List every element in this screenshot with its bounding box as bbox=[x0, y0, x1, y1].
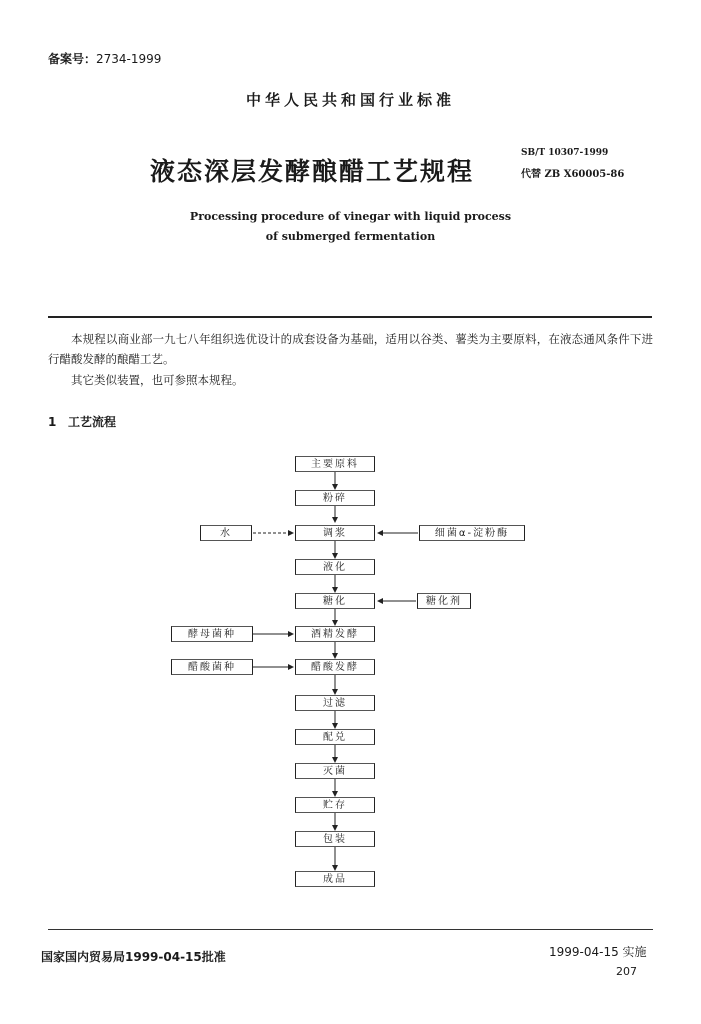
page-number: 207 bbox=[616, 965, 637, 978]
standard-type: 中华人民共和国行业标准 bbox=[245, 91, 455, 109]
footer-rule bbox=[48, 929, 653, 930]
flow-step-sterilization: 灭菌 bbox=[295, 763, 375, 779]
input-acetic-bacteria: 醋酸菌种 bbox=[171, 659, 253, 675]
flow-step-storage: 贮存 bbox=[295, 797, 375, 813]
section-title: 工艺流程 bbox=[68, 415, 117, 429]
flow-step-filtration: 过滤 bbox=[295, 695, 375, 711]
english-title-line-1: Processing procedure of vinegar with liquid process bbox=[189, 210, 512, 223]
filing-label: 备案号： bbox=[48, 52, 97, 66]
standard-code: SB/T 10307-1999 bbox=[521, 148, 609, 158]
input-amylase: 细菌α-淀粉酶 bbox=[419, 525, 525, 541]
flow-step-blending: 配兑 bbox=[295, 729, 375, 745]
english-title-line-2: of submerged fermentation bbox=[265, 230, 436, 243]
implementation-date: 1999-04-15 实施 bbox=[549, 945, 647, 959]
flow-step-acetic-fermentation: 醋酸发酵 bbox=[295, 659, 375, 675]
replaces-standard: 代替 ZB X60005-86 bbox=[521, 169, 625, 180]
flow-step-saccharification: 糖化 bbox=[295, 593, 375, 609]
flow-step-liquefaction: 液化 bbox=[295, 559, 375, 575]
input-water: 水 bbox=[200, 525, 252, 541]
section-number: 1 bbox=[48, 415, 57, 429]
filing-value: 2734-1999 bbox=[96, 52, 162, 66]
flow-step-packaging: 包装 bbox=[295, 831, 375, 847]
document-title: 液态深层发酵酿醋工艺规程 bbox=[150, 157, 475, 186]
flow-step-alcohol-fermentation: 酒精发酵 bbox=[295, 626, 375, 642]
scope-paragraph: 本规程以商业部一九七八年组织选优设计的成套设备为基础，适用以谷类、薯类为主要原料，在液态通风条件下进行醋酸发酵的酿醋工艺。 bbox=[48, 332, 653, 366]
flow-step-raw-material: 主要原料 bbox=[295, 456, 375, 472]
input-saccharifier: 糖化剂 bbox=[417, 593, 471, 609]
flow-step-product: 成品 bbox=[295, 871, 375, 887]
input-yeast: 酵母菌种 bbox=[171, 626, 253, 642]
flow-step-crushing: 粉碎 bbox=[295, 490, 375, 506]
flow-step-slurry: 调浆 bbox=[295, 525, 375, 541]
approval-note: 国家国内贸易局1999-04-15批准 bbox=[41, 950, 226, 964]
reference-paragraph: 其它类似装置，也可参照本规程。 bbox=[71, 373, 244, 387]
